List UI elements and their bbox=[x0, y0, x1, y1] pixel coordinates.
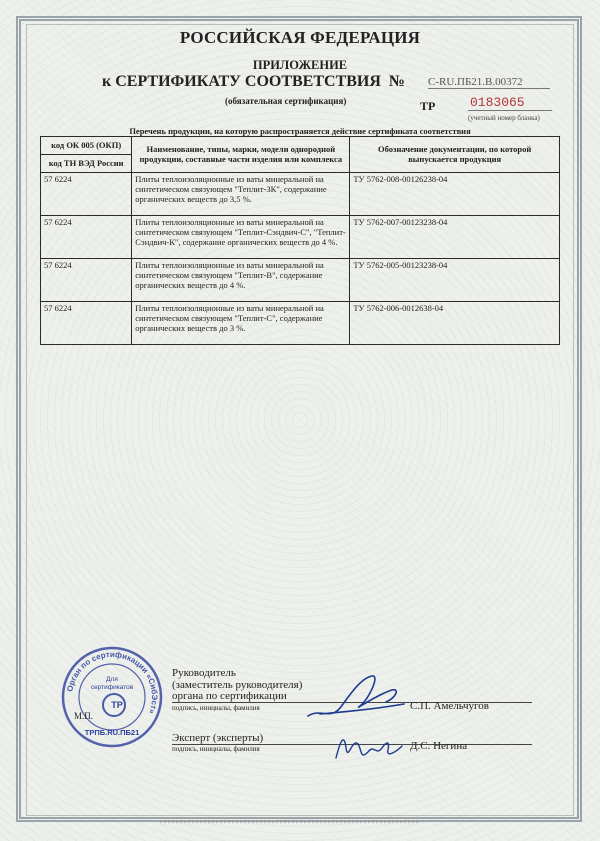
row-doc: ТУ 5762-005-00123238-04 bbox=[350, 259, 560, 302]
appendix-title: ПРИЛОЖЕНИЕ bbox=[252, 58, 348, 72]
table-row bbox=[41, 216, 560, 259]
certificate-title-text: к СЕРТИФИКАТУ СООТВЕТСТВИЯ bbox=[102, 73, 381, 90]
expert-signature-icon bbox=[330, 722, 410, 770]
row-name: Плиты теплоизоляционные из ваты минеральной на синтетическом связующем "Теплит-Сэндвич-С", "Теплит-Сэндвич-К", содержание органических веществ до 4 %. bbox=[132, 216, 350, 259]
head-line2: (заместитель руководителя) bbox=[172, 678, 303, 691]
col-tnved-header: код ТН ВЭД России bbox=[41, 155, 132, 173]
stamp-ring-text: Орган по сертификации «СибЭст» bbox=[65, 649, 160, 716]
number-sign: № bbox=[388, 73, 405, 90]
serial-number: 0183065 bbox=[468, 95, 552, 111]
col-okp-header: код ОК 005 (ОКП) bbox=[41, 137, 132, 155]
row-name: Плиты теплоизоляционные из ваты минеральной на синтетическом связующем "Теплит-ЗК", содержание органических веществ до 3,5 %. bbox=[132, 173, 350, 216]
row-code: 57 6224 bbox=[41, 173, 132, 216]
head-sign-hint: подпись, инициалы, фамилия bbox=[172, 704, 260, 712]
footer-microtext bbox=[160, 820, 420, 823]
row-name: Плиты теплоизоляционные из ваты минеральной на синтетическом связующем "Теплит-С", содержание органических веществ до 3 %. bbox=[132, 302, 350, 345]
head-title bbox=[172, 668, 302, 703]
table-row bbox=[41, 302, 560, 345]
row-doc: ТУ 5762-008-00126238-04 bbox=[350, 173, 560, 216]
col-doc-header: Обозначение документации, по которой выпускается продукция bbox=[350, 137, 560, 173]
certificate-title bbox=[102, 73, 405, 91]
stamp-code: ТРПБ.RU.ПБ21 bbox=[84, 728, 140, 737]
stamp-emblem-letters: ТР bbox=[111, 700, 123, 710]
row-code: 57 6224 bbox=[41, 216, 132, 259]
certificate-number: С-RU.ПБ21.В.00372 bbox=[428, 76, 550, 89]
row-code: 57 6224 bbox=[41, 259, 132, 302]
product-table bbox=[40, 136, 560, 345]
expert-name: Д.С. Негина bbox=[410, 740, 468, 752]
stamp-center-top: Для bbox=[106, 676, 118, 683]
certification-stamp bbox=[60, 645, 164, 749]
country-title: РОССИЙСКАЯ ФЕДЕРАЦИЯ bbox=[179, 28, 421, 47]
row-code: 57 6224 bbox=[41, 302, 132, 345]
col-name-header: Наименование, типы, марки, модели однородной продукции, составные части изделия или комплекса bbox=[132, 137, 350, 173]
expert-title: Эксперт (эксперты) bbox=[172, 732, 264, 744]
stamp-place-label: М.П. bbox=[74, 711, 94, 721]
table-caption: Перечень продукции, на которую распространяется действие сертификата соответствия bbox=[129, 126, 471, 136]
expert-sign-hint: подпись, инициалы, фамилия bbox=[172, 745, 260, 753]
table-header-row bbox=[41, 137, 560, 155]
serial-note: (учетный номер бланка) bbox=[468, 114, 540, 122]
row-name: Плиты теплоизоляционные из ваты минеральной на синтетическом связующем "Теплит-В", содержание органических веществ до 4 %. bbox=[132, 259, 350, 302]
head-name: С.П. Амельчугов bbox=[410, 700, 489, 712]
row-doc: ТУ 5762-007-00123238-04 bbox=[350, 216, 560, 259]
head-line3: органа по сертификации bbox=[172, 690, 287, 703]
stamp-center-mid: сертификатов bbox=[90, 684, 134, 691]
row-doc: ТУ 5762-006-0012638-04 bbox=[350, 302, 560, 345]
table-row bbox=[41, 259, 560, 302]
certification-type: (обязательная сертификация) bbox=[225, 96, 347, 106]
head-line1: Руководитель bbox=[172, 667, 236, 679]
head-signature-icon bbox=[300, 668, 410, 728]
tp-label: ТР bbox=[420, 99, 436, 113]
table-row bbox=[41, 173, 560, 216]
